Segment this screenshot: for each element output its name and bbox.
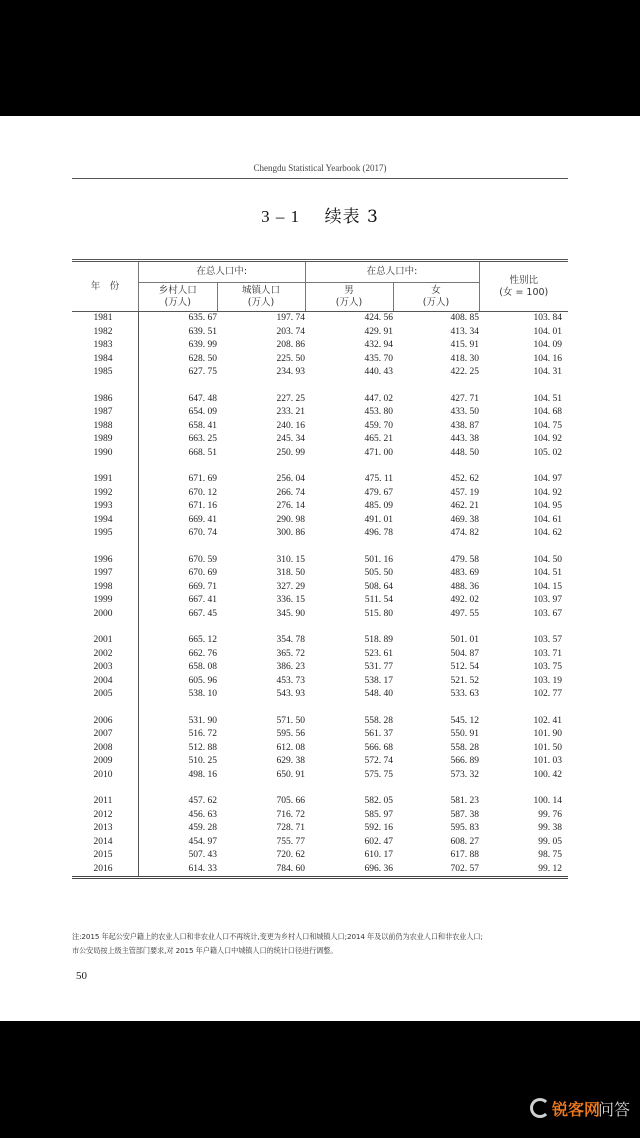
cell-rural: 663. 25 <box>188 434 217 444</box>
cell-sex-ratio: 103. 71 <box>533 648 562 659</box>
table-number: 3 – 1 <box>261 207 301 226</box>
cell-female: 573. 32 <box>450 769 479 780</box>
cell-year: 2005 <box>72 688 139 702</box>
table-row <box>72 661 568 675</box>
table-row <box>72 567 568 581</box>
cell-female: 479. 58 <box>450 554 479 565</box>
header-urban-label: 城镇人口 <box>241 285 280 296</box>
cell-female: 418. 30 <box>450 353 479 364</box>
cell-male: 561. 37 <box>364 729 393 739</box>
cell-year: 1996 <box>72 554 139 568</box>
cell-year: 2014 <box>72 836 139 850</box>
group-spacer <box>72 621 568 634</box>
table-row <box>72 366 568 380</box>
table-row <box>72 554 568 568</box>
cell-rural: 531. 90 <box>188 715 217 726</box>
swirl-logo-icon <box>530 1098 550 1118</box>
watermark-suffix: 问答 <box>597 1099 630 1119</box>
cell-female: 438. 87 <box>450 420 479 431</box>
cell-female: 492. 02 <box>450 595 479 605</box>
header-male-unit: (万人) <box>335 297 363 308</box>
header-sex-ratio-unit: (女 = 100) <box>499 286 549 298</box>
cell-urban: 345. 90 <box>276 608 305 619</box>
cell-male: 491. 01 <box>364 514 393 525</box>
cell-sex-ratio: 99. 38 <box>538 823 562 833</box>
cell-year: 1990 <box>72 447 139 461</box>
cell-male: 582. 05 <box>364 796 393 806</box>
cell-female: 415. 91 <box>450 340 479 350</box>
cell-rural: 654. 09 <box>188 407 217 417</box>
cell-year: 1998 <box>72 581 139 595</box>
cell-year: 2007 <box>72 728 139 742</box>
cell-female: 448. 50 <box>450 447 479 458</box>
table-row <box>72 688 568 702</box>
header-sex-ratio-label: 性别比 <box>509 274 538 286</box>
running-head: Chengdu Statistical Yearbook (2017) <box>253 163 387 173</box>
cell-sex-ratio: 103. 57 <box>533 635 562 645</box>
table-row <box>72 675 568 689</box>
header-female-unit: (万人) <box>422 297 450 308</box>
table-row <box>72 514 568 528</box>
header-male-label: 男 <box>344 285 354 296</box>
table-footnote <box>72 930 572 958</box>
cell-female: 521. 52 <box>450 675 479 686</box>
cell-sex-ratio: 104. 97 <box>533 474 562 484</box>
cell-urban: 318. 50 <box>276 568 305 578</box>
cell-sex-ratio: 101. 03 <box>533 756 562 766</box>
cell-sex-ratio: 101. 90 <box>533 729 562 739</box>
cell-year: 2004 <box>72 675 139 689</box>
table-row <box>72 849 568 863</box>
cell-year: 1985 <box>72 366 139 380</box>
cell-sex-ratio: 103. 75 <box>533 662 562 672</box>
cell-sex-ratio: 105. 02 <box>533 447 562 458</box>
footnote-line-2: 市公安局按上级主管部门要求,对 2015 年户籍人口中城镇人口的统计口径进行调整。 <box>72 946 338 955</box>
cell-sex-ratio: 98. 75 <box>538 850 562 860</box>
cell-rural: 456. 63 <box>188 809 217 820</box>
cell-urban: 233. 21 <box>276 407 305 417</box>
table-row <box>72 393 568 407</box>
cell-sex-ratio: 104. 95 <box>533 501 562 511</box>
cell-urban: 543. 93 <box>276 689 305 699</box>
cell-rural: 671. 69 <box>188 474 217 484</box>
header-rule <box>72 178 568 179</box>
cell-female: 443. 38 <box>450 434 479 444</box>
cell-urban: 571. 50 <box>276 715 305 726</box>
cell-year: 1999 <box>72 594 139 608</box>
cell-female: 469. 38 <box>450 514 479 525</box>
cell-year: 1994 <box>72 514 139 528</box>
table-row <box>72 594 568 608</box>
cell-urban: 245. 34 <box>276 434 305 444</box>
table-row <box>72 715 568 729</box>
cell-urban: 225. 50 <box>276 353 305 364</box>
cell-rural: 658. 08 <box>188 662 217 672</box>
cell-male: 429. 91 <box>364 326 393 337</box>
cell-male: 566. 68 <box>364 742 393 753</box>
cell-male: 440. 43 <box>364 367 393 377</box>
group-spacer <box>72 380 568 393</box>
cell-female: 501. 01 <box>450 635 479 645</box>
cell-rural: 639. 99 <box>188 340 217 350</box>
header-female <box>393 283 479 312</box>
cell-female: 413. 34 <box>450 326 479 337</box>
cell-sex-ratio: 104. 09 <box>533 340 562 350</box>
watermark-brand: 锐客网 <box>551 1099 600 1119</box>
population-table <box>72 259 568 879</box>
cell-female: 483. 69 <box>450 568 479 578</box>
cell-rural: 498. 16 <box>188 769 217 780</box>
table-row <box>72 648 568 662</box>
cell-male: 424. 56 <box>364 313 393 323</box>
cell-year: 1986 <box>72 393 139 407</box>
table-row <box>72 339 568 353</box>
cell-year: 2000 <box>72 608 139 622</box>
table-row <box>72 608 568 622</box>
header-year: 年 份 <box>72 261 139 312</box>
cell-rural: 667. 41 <box>188 595 217 605</box>
cell-female: 617. 88 <box>450 850 479 860</box>
cell-male: 531. 77 <box>364 662 393 672</box>
cell-rural: 670. 74 <box>188 528 217 538</box>
cell-male: 696. 36 <box>305 863 393 878</box>
table-row <box>72 447 568 461</box>
cell-year: 1992 <box>72 487 139 501</box>
group-spacer <box>72 782 568 795</box>
table-row <box>72 500 568 514</box>
cell-sex-ratio: 100. 14 <box>533 796 562 806</box>
cell-rural: 662. 76 <box>188 648 217 659</box>
cell-male: 575. 75 <box>364 769 393 780</box>
cell-rural: 635. 67 <box>188 313 217 323</box>
cell-female: 422. 25 <box>450 367 479 377</box>
cell-sex-ratio: 101. 50 <box>533 742 562 753</box>
cell-urban: 290. 98 <box>276 514 305 525</box>
cell-female: 427. 71 <box>450 393 479 404</box>
cell-male: 511. 54 <box>364 595 393 605</box>
table-row <box>72 326 568 340</box>
cell-sex-ratio: 104. 61 <box>533 514 562 525</box>
cell-urban: 784. 60 <box>217 863 305 878</box>
cell-female: 581. 23 <box>450 796 479 806</box>
cell-rural: 658. 41 <box>188 420 217 431</box>
cell-male: 602. 47 <box>364 836 393 847</box>
cell-rural: 668. 51 <box>188 447 217 458</box>
cell-year: 2001 <box>72 634 139 648</box>
cell-rural: 628. 50 <box>188 353 217 364</box>
cell-male: 485. 09 <box>364 501 393 511</box>
cell-male: 453. 80 <box>364 407 393 417</box>
cell-rural: 516. 72 <box>188 729 217 739</box>
cell-urban: 310. 15 <box>276 554 305 565</box>
cell-sex-ratio: 99. 76 <box>538 809 562 820</box>
cell-year: 1987 <box>72 406 139 420</box>
group-spacer <box>72 541 568 554</box>
cell-male: 459. 70 <box>364 420 393 431</box>
cell-male: 508. 64 <box>364 581 393 592</box>
header-group-urban-rural: 在总人口中: <box>139 261 306 283</box>
header-sex-ratio <box>479 261 568 312</box>
cell-male: 475. 11 <box>364 474 393 484</box>
header-rural-label: 乡村人口 <box>158 285 197 296</box>
cell-urban: 453. 73 <box>276 675 305 686</box>
cell-male: 496. 78 <box>364 528 393 538</box>
table-row <box>72 863 568 878</box>
cell-rural: 639. 51 <box>188 326 217 337</box>
cell-sex-ratio: 104. 68 <box>533 407 562 417</box>
table-row <box>72 742 568 756</box>
cell-rural: 454. 97 <box>188 836 217 847</box>
cell-year: 1981 <box>72 312 139 326</box>
group-spacer <box>72 460 568 473</box>
header-rural-unit: (万人) <box>164 297 191 308</box>
cell-male: 447. 02 <box>364 393 393 404</box>
cell-female: 545. 12 <box>450 715 479 726</box>
table-row <box>72 581 568 595</box>
cell-sex-ratio: 104. 31 <box>533 367 562 377</box>
cell-year: 1989 <box>72 433 139 447</box>
cell-male: 558. 28 <box>364 715 393 726</box>
cell-year: 1993 <box>72 500 139 514</box>
table-row <box>72 836 568 850</box>
cell-rural: 507. 43 <box>188 850 217 860</box>
cell-female: 462. 21 <box>450 501 479 511</box>
cell-year: 2006 <box>72 715 139 729</box>
cell-urban: 336. 15 <box>276 595 305 605</box>
cell-female: 587. 38 <box>450 809 479 820</box>
cell-urban: 227. 25 <box>276 393 305 404</box>
cell-female: 595. 83 <box>450 823 479 833</box>
cell-sex-ratio: 104. 62 <box>533 528 562 538</box>
table-row <box>72 406 568 420</box>
cell-year: 2009 <box>72 755 139 769</box>
table-row <box>72 487 568 501</box>
cell-female: 408. 85 <box>450 313 479 323</box>
cell-year: 1991 <box>72 473 139 487</box>
cell-sex-ratio: 104. 16 <box>533 353 562 364</box>
cell-sex-ratio: 104. 92 <box>533 434 562 444</box>
cell-rural: 669. 71 <box>188 581 217 592</box>
cell-year: 2011 <box>72 795 139 809</box>
cell-sex-ratio: 102. 77 <box>533 689 562 699</box>
watermark-logo <box>530 1093 630 1123</box>
header-group-sex: 在总人口中: <box>305 261 479 283</box>
table-row <box>72 809 568 823</box>
cell-male: 572. 74 <box>364 756 393 766</box>
cell-rural: 512. 88 <box>188 742 217 753</box>
header-female-label: 女 <box>431 285 441 296</box>
cell-sex-ratio: 100. 42 <box>533 769 562 780</box>
cell-rural: 605. 96 <box>188 675 217 686</box>
table-row <box>72 634 568 648</box>
header-urban-unit: (万人) <box>247 297 275 308</box>
cell-sex-ratio: 104. 01 <box>533 326 562 337</box>
cell-urban: 266. 74 <box>276 487 305 498</box>
group-spacer <box>72 702 568 715</box>
cell-urban: 755. 77 <box>276 836 305 847</box>
cell-rural: 459. 28 <box>188 823 217 833</box>
cell-rural: 667. 45 <box>188 608 217 619</box>
cell-urban: 327. 29 <box>276 581 305 592</box>
cell-urban: 197. 74 <box>276 313 305 323</box>
cell-sex-ratio: 103. 97 <box>533 595 562 605</box>
cell-urban: 203. 74 <box>276 326 305 337</box>
cell-year: 2003 <box>72 661 139 675</box>
cell-female: 452. 62 <box>450 474 479 484</box>
cell-urban: 234. 93 <box>276 367 305 377</box>
cell-urban: 720. 62 <box>276 850 305 860</box>
cell-rural: 627. 75 <box>188 367 217 377</box>
table-row <box>72 728 568 742</box>
cell-male: 585. 97 <box>364 809 393 820</box>
cell-male: 471. 00 <box>364 447 393 458</box>
cell-rural: 614. 33 <box>139 863 218 878</box>
cell-urban: 728. 71 <box>276 823 305 833</box>
cell-rural: 670. 12 <box>188 487 217 498</box>
cell-female: 533. 63 <box>450 689 479 699</box>
cell-male: 435. 70 <box>364 353 393 364</box>
cell-sex-ratio: 104. 50 <box>533 554 562 565</box>
cell-male: 548. 40 <box>364 689 393 699</box>
table-body <box>72 312 568 878</box>
cell-male: 515. 80 <box>364 608 393 619</box>
table-row <box>72 527 568 541</box>
cell-urban: 208. 86 <box>276 340 305 350</box>
table-row <box>72 473 568 487</box>
cell-urban: 354. 78 <box>276 635 305 645</box>
header-rural <box>139 283 218 312</box>
cell-female: 702. 57 <box>393 863 479 878</box>
cell-sex-ratio: 104. 92 <box>533 487 562 498</box>
cell-male: 465. 21 <box>364 434 393 444</box>
cell-urban: 650. 91 <box>276 769 305 780</box>
cell-male: 538. 17 <box>364 675 393 686</box>
page-number: 50 <box>76 970 87 982</box>
table-row <box>72 433 568 447</box>
cell-male: 505. 50 <box>364 568 393 578</box>
cell-year: 2008 <box>72 742 139 756</box>
table-title <box>0 202 640 227</box>
cell-urban: 300. 86 <box>276 528 305 538</box>
cell-year: 1984 <box>72 353 139 367</box>
cell-sex-ratio: 103. 84 <box>533 313 562 323</box>
table-row <box>72 769 568 783</box>
cell-urban: 705. 66 <box>276 796 305 806</box>
cell-male: 610. 17 <box>364 850 393 860</box>
table-title-text: 续表 3 <box>324 207 379 227</box>
cell-rural: 457. 62 <box>188 796 217 806</box>
cell-urban: 240. 16 <box>276 420 305 431</box>
cell-year: 1983 <box>72 339 139 353</box>
cell-sex-ratio: 104. 75 <box>533 420 562 431</box>
cell-year: 2013 <box>72 822 139 836</box>
table-row <box>72 795 568 809</box>
table-row <box>72 312 568 326</box>
cell-urban: 256. 04 <box>276 474 305 484</box>
cell-female: 488. 36 <box>450 581 479 592</box>
cell-urban: 595. 56 <box>276 729 305 739</box>
cell-sex-ratio: 104. 51 <box>533 568 562 578</box>
cell-year: 2015 <box>72 849 139 863</box>
cell-female: 566. 89 <box>450 756 479 766</box>
cell-rural: 669. 41 <box>188 514 217 525</box>
cell-sex-ratio: 102. 41 <box>533 715 562 726</box>
table-row <box>72 822 568 836</box>
cell-male: 432. 94 <box>364 340 393 350</box>
cell-urban: 250. 99 <box>276 447 305 458</box>
cell-female: 497. 55 <box>450 608 479 619</box>
table-row <box>72 755 568 769</box>
cell-rural: 647. 48 <box>188 393 217 404</box>
cell-male: 592. 16 <box>364 823 393 833</box>
cell-female: 457. 19 <box>450 487 479 498</box>
cell-female: 504. 87 <box>450 648 479 659</box>
cell-urban: 716. 72 <box>276 809 305 820</box>
cell-sex-ratio: 103. 67 <box>533 608 562 619</box>
cell-female: 474. 82 <box>450 528 479 538</box>
table-row <box>72 353 568 367</box>
cell-female: 608. 27 <box>450 836 479 847</box>
cell-rural: 670. 59 <box>188 554 217 565</box>
cell-rural: 665. 12 <box>188 635 217 645</box>
cell-urban: 276. 14 <box>276 501 305 511</box>
cell-year: 2010 <box>72 769 139 783</box>
cell-female: 433. 50 <box>450 407 479 417</box>
cell-urban: 365. 72 <box>276 648 305 659</box>
cell-year: 1982 <box>72 326 139 340</box>
cell-year: 2016 <box>72 863 139 878</box>
cell-urban: 386. 23 <box>276 662 305 672</box>
cell-sex-ratio: 99. 12 <box>479 863 568 878</box>
cell-rural: 538. 10 <box>188 689 217 699</box>
cell-sex-ratio: 104. 15 <box>533 581 562 592</box>
cell-year: 2002 <box>72 648 139 662</box>
table-row <box>72 420 568 434</box>
cell-year: 1997 <box>72 567 139 581</box>
cell-female: 550. 91 <box>450 729 479 739</box>
cell-rural: 670. 69 <box>188 568 217 578</box>
cell-male: 479. 67 <box>364 487 393 498</box>
yearbook-page <box>0 116 640 1021</box>
cell-male: 501. 16 <box>364 554 393 565</box>
cell-rural: 671. 16 <box>188 501 217 511</box>
cell-urban: 629. 38 <box>276 756 305 766</box>
cell-male: 523. 61 <box>364 648 393 659</box>
header-male <box>305 283 393 312</box>
cell-sex-ratio: 99. 05 <box>538 836 562 847</box>
cell-year: 1995 <box>72 527 139 541</box>
cell-sex-ratio: 103. 19 <box>533 675 562 686</box>
cell-year: 1988 <box>72 420 139 434</box>
cell-sex-ratio: 104. 51 <box>533 393 562 404</box>
cell-rural: 510. 25 <box>188 756 217 766</box>
cell-male: 518. 89 <box>364 635 393 645</box>
header-urban <box>217 283 305 312</box>
cell-urban: 612. 08 <box>276 742 305 753</box>
cell-female: 512. 54 <box>450 662 479 672</box>
cell-year: 2012 <box>72 809 139 823</box>
footnote-line-1: 注:2015 年起公安户籍上的农业人口和非农业人口不再统计,变更为乡村人口和城镇人口;2014 年及以前仍为农业人口和非农业人口; <box>72 932 483 941</box>
cell-female: 558. 28 <box>450 742 479 753</box>
